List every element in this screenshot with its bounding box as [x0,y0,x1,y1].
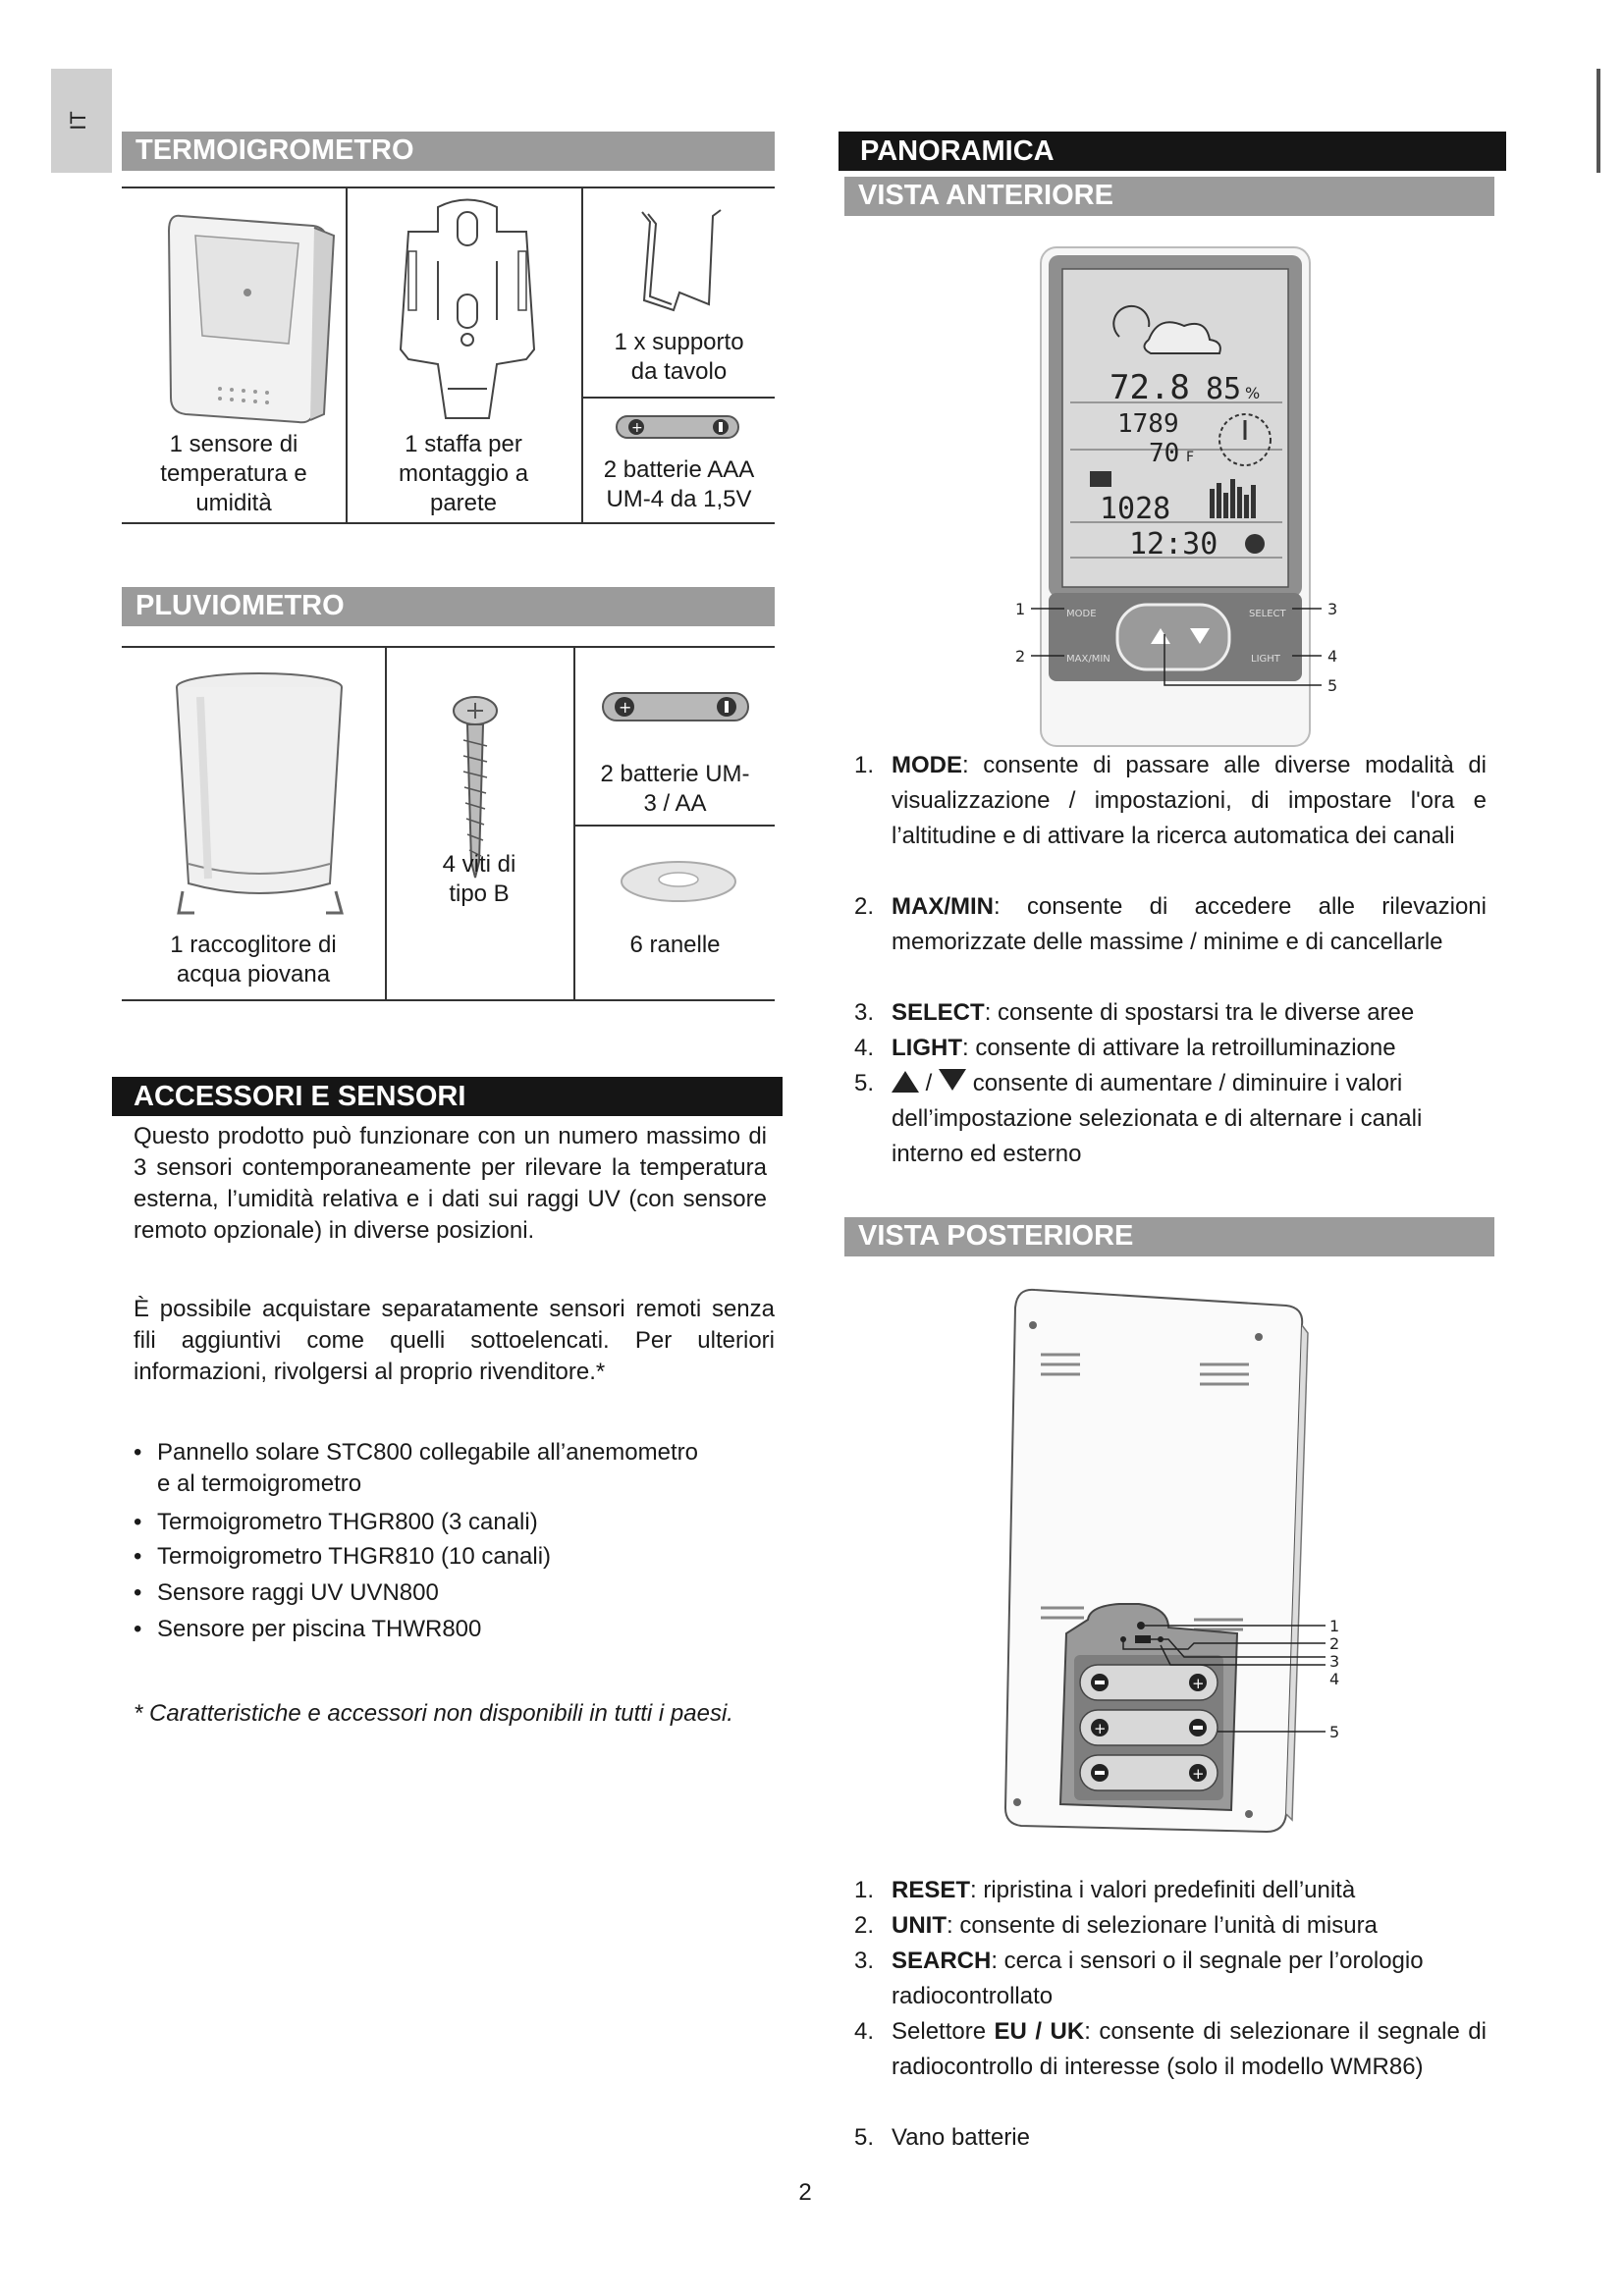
callout-front-3: 3 [1327,600,1338,618]
display-time: 12:30 [1129,527,1218,561]
wall-bracket-image [379,192,556,428]
section-heading-termoigrometro [122,132,775,171]
svg-text:+: + [1094,1720,1107,1737]
rear-view-list: 1. RESET: ripristina i valori predefiniti dell’unità 2. UNIT: consente di selezionare l’unità di misura 3. SEARCH: cerca i sensori o il segnale per l’orologio radiocontrollato 4. Selettore EU / UK: consente di selezionare il segnale di radiocontrollo di interesse (solo il modello WMR86) 5. Vano batterie [854,1877,1487,2151]
heading-text: TERMOIGROMETRO [135,134,414,166]
section-heading-vista-anteriore [844,177,1494,216]
svg-text:MODE: MODE [1066,609,1097,619]
termo-components-table [122,187,775,524]
language-label: IT [65,111,90,131]
washers-caption: 6 ranelle [629,932,721,958]
callout-back-5: 5 [1329,1723,1340,1741]
front-view-list: 1. MODE: consente di passare alle diverse modalità di visualizzazione / impostazioni, di impostare l'ora e l’altitudine e di attivare la ricerca automatica dei canali 2. MAX/MIN: consente di accedere alle rilevazioni memorizzate delle massime / minime e di cancellarle 3. SELECT: consente di spostarsi tra le diverse aree 4. LIGHT: consente di attivare la retroilluminazione 5. / consente di aumentare / diminuire i valori dell’impostazione selezionata e di alternare i canali interno ed esterno [854,748,1487,1180]
callout-back-2: 2 [1329,1634,1340,1653]
list-item: 2. MAX/MIN: consente di accedere alle rilevazioni memorizzate delle massime / minime e di cancellarle [854,893,1487,955]
up-arrow-icon [892,1071,919,1093]
svg-text:+: + [1192,1675,1205,1692]
heading-text: VISTA ANTERIORE [858,180,1113,211]
temperature-sensor-image [141,196,338,432]
callout-back-4: 4 [1329,1670,1340,1688]
heading-text: PANORAMICA [860,135,1055,167]
section-heading-vista-posteriore [844,1217,1494,1256]
callout-front-1: 1 [1015,600,1026,618]
callout-back-3: 3 [1329,1652,1340,1671]
callout-front-4: 4 [1327,647,1338,666]
availability-note: * Caratteristiche e accessori non disponibili in tutti i paesi. [134,1700,733,1727]
rear-view-device-image [992,1284,1355,1853]
aaa-batteries-image [615,410,742,444]
heading-text: PLUVIOMETRO [135,590,345,621]
accessori-bullet-list: • Pannello solare STC800 collegabile all’anemometro e al termoigrometro • Termoigrometro THGR800 (3 canali) • Termoigrometro THGR810 (10 canali) • Sensore raggi UV UVN800 • Sensore per piscina THWR800 [134,1439,698,1642]
section-heading-accessori [112,1077,783,1116]
accessori-paragraph-1: Questo prodotto può funzionare con un numero massimo di 3 sensori contemporaneamente per rilevare la temperatura esterna, l’umidità relativa e i dati sui raggi UV (con sensore remoto opzionale) in diverse posizioni. [134,1123,767,1244]
sensor-caption: 1 sensore di temperatura e umidità [160,431,307,516]
heading-text: ACCESSORI E SENSORI [134,1081,466,1112]
language-tab [51,69,112,173]
section-heading-pluviometro [122,587,775,626]
svg-text:+: + [631,420,643,436]
svg-text:+: + [619,698,632,717]
margin-marker [1597,69,1600,173]
list-item: 1. MODE: consente di passare alle diverse modalità di visualizzazione / impostazioni, di impostare l'ora e l’altitudine e di attivare la ricerca automatica dei canali [854,752,1487,849]
table-stand-image [613,202,740,330]
display-altitude: 1789 [1117,409,1179,439]
down-arrow-icon [939,1069,966,1091]
svg-text:MAX/MIN: MAX/MIN [1066,654,1110,665]
heading-text: VISTA POSTERIORE [858,1220,1134,1252]
washer-image [615,856,742,909]
callout-back-1: 1 [1329,1617,1340,1635]
display-humidity: 85 [1206,372,1242,406]
display-temperature-2: 70 [1149,439,1180,468]
stand-caption: 1 x supporto da tavolo [614,329,744,385]
svg-text:SELECT: SELECT [1249,609,1286,619]
svg-text:+: + [1192,1765,1205,1783]
svg-text:LIGHT: LIGHT [1251,654,1280,665]
display-temperature: 72.8 [1110,368,1190,407]
battery-compartment [1080,1665,1218,1790]
section-heading-panoramica [839,132,1506,171]
display-pressure: 1028 [1100,492,1171,526]
aa-batteries-image [601,689,752,724]
accessori-paragraph-2: È possibile acquistare separatamente sensori remoti senza fili aggiuntivi come quelli sottoelencati. Per ulteriori informazioni, rivolgersi al proprio rivenditore.* [134,1296,775,1385]
rain-collector-image [161,667,357,928]
aaa-batteries-caption: 2 batterie AAA UM-4 da 1,5V [603,456,755,512]
page-number: 2 [798,2179,812,2206]
svg-text:F: F [1186,450,1195,465]
callout-front-5: 5 [1327,676,1338,695]
svg-text:%: % [1245,384,1261,402]
callout-front-2: 2 [1015,647,1026,666]
collector-caption: 1 raccoglitore di acqua piovana [170,932,337,988]
screws-caption: 4 viti di tipo B [442,851,516,907]
pluvio-components-table [122,646,775,1001]
bracket-caption: 1 staffa per montaggio a parete [398,431,529,516]
aa-batteries-caption: 2 batterie UM- 3 / AA [600,761,750,817]
front-view-device-image [1001,243,1355,754]
